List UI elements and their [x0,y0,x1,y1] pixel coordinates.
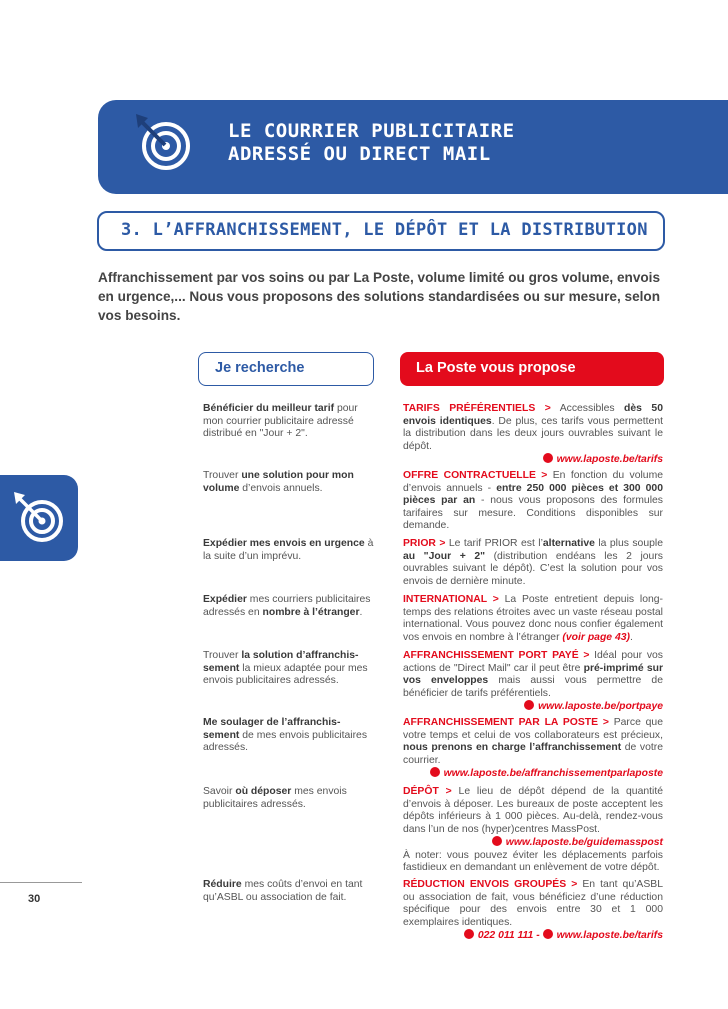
offer-link-text: www.laposte.be/tarifs [556,454,663,465]
offer-text: la plus souple [594,538,663,549]
offer-text: Accessibles [550,403,625,414]
offer-text: Le tarif PRIOR est l’ [445,538,543,549]
row-offer [403,879,663,943]
offer-text: Le lieu de dépôt dépend de la quantité d’envois à déposer. Les bureaux de poste acceptent les dépôts inférieurs à 1 000 pièces. Au-delà, rendez-vous dans l’un de nos (hyper)centres MassPost. [403,786,663,835]
section-title: 3. L’AFFRANCHISSEMENT, LE DÉPÔT ET LA DISTRIBUTION [121,220,648,240]
page-reference: (voir page 43) [562,631,630,643]
offer-title: PRIOR > [403,538,446,549]
web-icon [543,453,553,463]
row-offer [403,717,663,781]
need-text: Trouver [203,470,242,481]
offer-strong: nous prenons en charge l’affranchissement [403,742,622,753]
offer-link-text: www.laposte.be/tarifs [556,930,663,941]
row-need [203,538,375,563]
title-line-2: ADRESSÉ OU DIRECT MAIL [228,143,491,165]
offer-text: (distribution endéans les 2 jours ouvrables suivant le dépôt). C’est la solution pour vos envois de dernière minute. [403,550,663,587]
side-tab [0,475,78,561]
offer-title: DÉPÔT > [403,786,452,797]
offer-contact[interactable] [403,929,663,943]
column-header-right [400,352,664,386]
need-text: de mes envois publicitaires adressés. [203,729,368,753]
offer-link-text: www.laposte.be/portpaye [538,701,663,712]
offer-strong: alternative [542,538,595,549]
offer-strong: entre 250 000 pièces et 300 000 pièces par an [403,482,663,506]
offer-text: En tant qu’ASBL ou association de fait, vous bénéficiez d’une réduction spécifique pour des envois entre 30 et 1 000 exemplaires identiques. [403,879,663,928]
offer-strong: dès 50 envois identiques [403,403,663,427]
offer-text: de votre courrier. [403,742,663,766]
page-title [228,120,515,166]
offer-strong: au "Jour + 2" [403,550,486,562]
row-need [203,594,375,619]
web-icon [524,700,534,710]
row-offer [403,538,663,588]
offer-title: INTERNATIONAL > [403,594,499,605]
intro-paragraph: Affranchissement par vos soins ou par La Poste, volume limité ou gros volume, envois en urgence,... Nous vous proposons des solutions standardisées ou sur mesure, selon vos besoins. [98,270,661,323]
row-need [203,470,375,495]
row-need [203,786,375,811]
need-text: d’envois annuels. [239,482,323,494]
offer-title: AFFRANCHISSEMENT PAR LA POSTE > [403,717,609,728]
web-icon [492,836,502,846]
offer-title: TARIFS PRÉFÉRENTIELS > [403,403,551,414]
need-text: mes envois publicitaires adressés. [203,786,347,810]
offer-link[interactable] [403,836,663,850]
need-strong: Réduire [203,879,242,890]
need-strong: Expédier mes envois en urgence [203,538,365,549]
offer-link[interactable] [403,700,663,714]
web-icon [543,929,553,939]
need-strong: nombre à l’étranger [262,606,360,618]
need-text: la mieux adaptée pour mes envois publicitaires adressés. [203,662,368,686]
web-icon [430,767,440,777]
phone-number: 022 011 111 - [477,930,540,941]
row-need [203,879,375,904]
row-offer [403,403,663,467]
column-header-left-label: Je recherche [215,360,305,376]
need-text: . [359,606,363,618]
page-number-rule [0,882,82,883]
offer-text: Parce que votre temps et celui de vos collaborateurs est précieux, [403,717,663,741]
column-header-left [198,352,374,386]
offer-title: RÉDUCTION ENVOIS GROUPÉS > [403,879,578,890]
row-offer [403,650,663,714]
header-banner [98,100,728,194]
offer-text: . [629,631,633,643]
row-offer [403,594,663,644]
offer-text: La Poste entretient depuis long-temps des relations étroites avec un vaste réseau postal international. Vous pouvez donc nous confier également vos envois en nombre à l’étranger [403,594,663,643]
need-strong: Bénéficier du meilleur tarif [203,403,335,414]
row-offer [403,470,663,533]
offer-text: En fonction du volume d’envois annuels - [403,470,664,494]
row-need [203,717,375,755]
offer-title: OFFRE CONTRACTUELLE > [403,470,548,481]
section-header [97,211,665,251]
offer-link-text: www.laposte.be/guidemasspost [505,837,663,848]
row-need [203,403,375,441]
need-strong: où déposer [235,786,292,797]
offer-link-text: www.laposte.be/affranchissementparlaposte [443,768,663,779]
need-strong: Me soulager de l’affranchis-sement [203,717,341,741]
need-text: Savoir [203,786,236,797]
need-text: Trouver [203,650,242,661]
need-text: mes courriers publicitaires adressés en [203,594,371,618]
row-offer [403,786,663,875]
need-text: mes coûts d’envoi en tant qu’ASBL ou association de fait. [203,879,363,903]
offer-title: AFFRANCHISSEMENT PORT PAYÉ > [403,650,590,661]
column-header-right-label: La Poste vous propose [416,360,576,376]
target-icon [132,112,194,179]
offer-text: . De plus, ces tarifs vous permettent la distribution dans les deux jours ouvrables suivant le dépôt. [403,415,664,452]
need-strong: Expédier [203,594,247,605]
need-text: à la suite d’un imprévu. [203,538,374,562]
need-strong: la solution d’affranchis-sement [203,650,359,674]
need-text: pour mon courrier publicitaire adressé distribué en "Jour + 2". [203,403,358,439]
need-strong: une solution pour mon volume [203,470,354,494]
row-need [203,650,375,688]
offer-text: - nous vous proposons des formules tarifaires sur mesure. Conditions disponibles sur demande. [403,495,663,531]
offer-text: mais aussi vous permettre de bénéficier de tarifs préférentiels. [403,675,663,699]
title-line-1: LE COURRIER PUBLICITAIRE [228,120,515,142]
offer-text: Idéal pour vos actions de "Direct Mail" car il peut être [403,650,663,674]
offer-note: À noter: vous pouvez éviter les déplacements parfois fastidieux en demandant un enlèvement de votre dépôt. [403,849,663,873]
phone-icon [464,929,474,939]
offer-link[interactable] [403,453,663,467]
target-icon [12,491,66,550]
offer-strong: pré-imprimé sur vos enveloppes [403,662,663,686]
page-number: 30 [28,893,41,905]
offer-link[interactable] [403,767,663,781]
